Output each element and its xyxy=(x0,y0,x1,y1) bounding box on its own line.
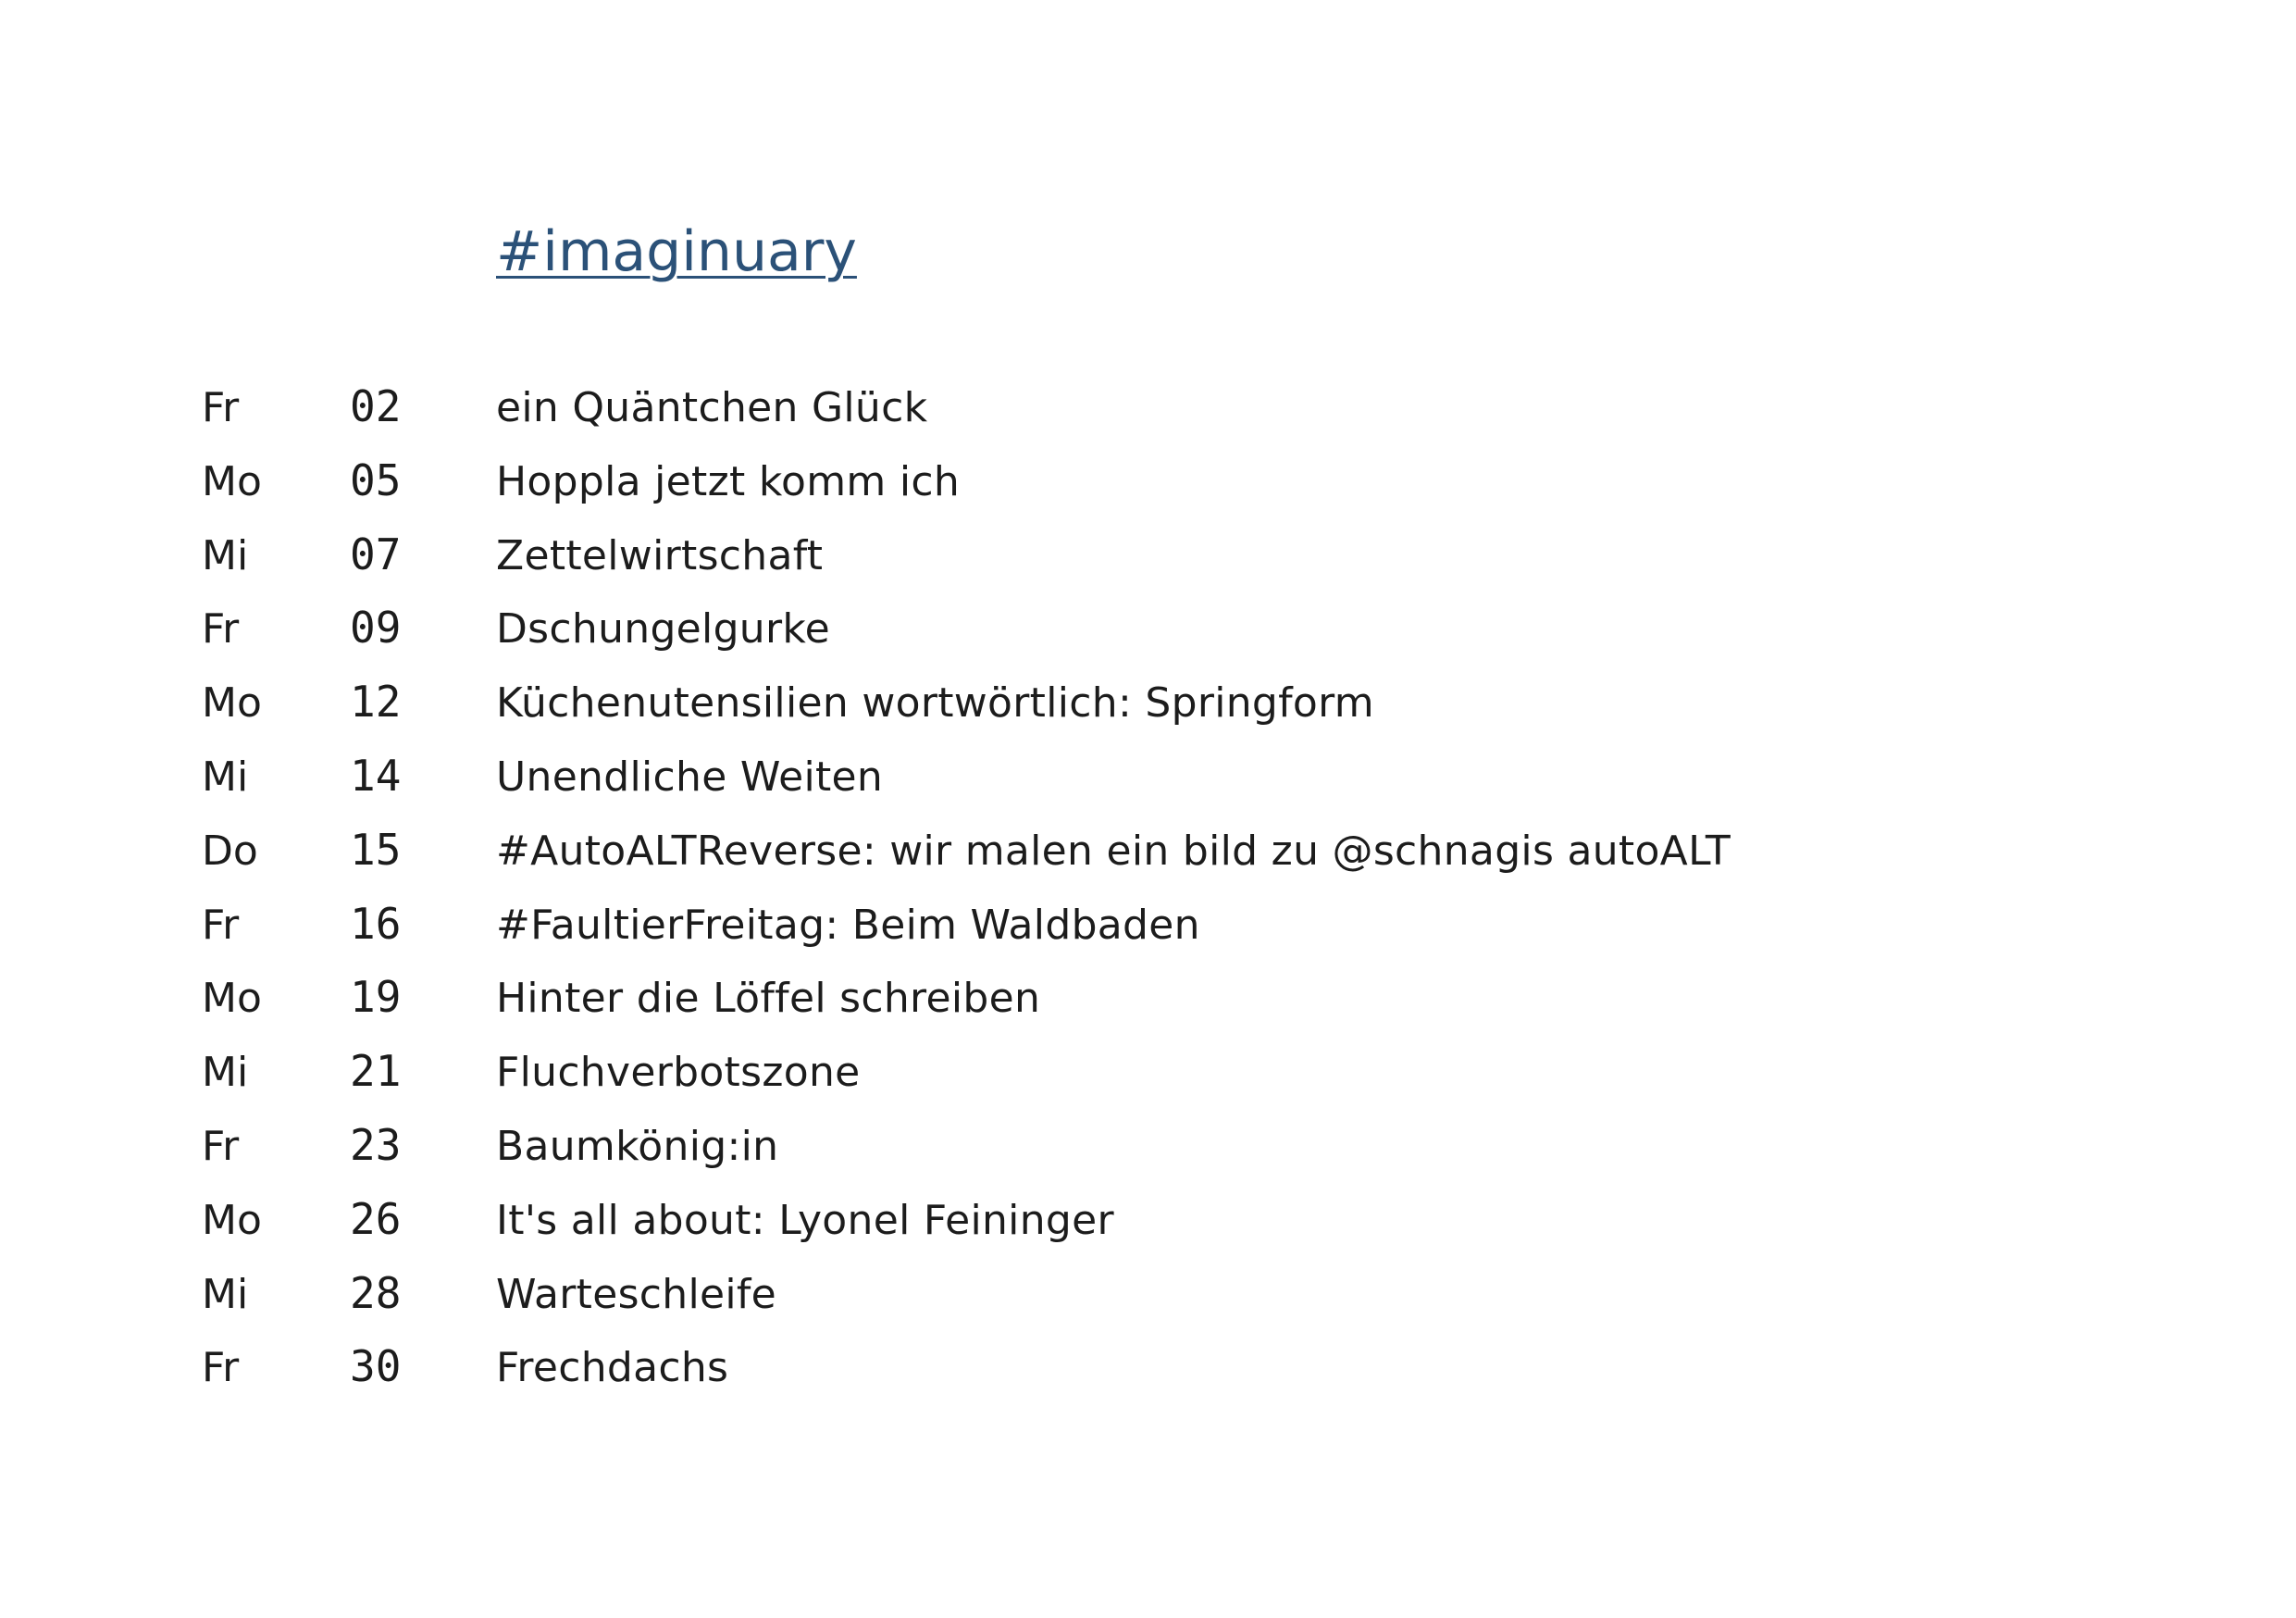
schedule-row xyxy=(202,1183,1731,1257)
topic: #FaultierFreitag: Beim Waldbaden xyxy=(496,901,1200,949)
topic: It's all about: Lyonel Feininger xyxy=(496,1196,1114,1244)
schedule-row xyxy=(202,444,1731,518)
topic: Zettelwirtschaft xyxy=(496,531,824,579)
topic: #AutoALTReverse: wir malen ein bild zu @schnagis autoALT xyxy=(496,827,1731,875)
day-number: 16 xyxy=(350,898,402,949)
schedule-row xyxy=(202,370,1731,444)
weekday: Mi xyxy=(202,753,249,801)
schedule-row xyxy=(202,961,1731,1035)
day-number: 19 xyxy=(350,972,402,1023)
schedule-row xyxy=(202,740,1731,814)
day-number: 12 xyxy=(350,677,402,728)
schedule-row xyxy=(202,518,1731,592)
topic: ein Quäntchen Glück xyxy=(496,384,928,431)
topic: Dschungelgurke xyxy=(496,605,830,653)
topic: Baumkönig:in xyxy=(496,1122,779,1170)
topic: Warteschleife xyxy=(496,1270,777,1318)
day-number: 02 xyxy=(350,381,402,431)
schedule-list xyxy=(202,370,1731,1404)
weekday: Do xyxy=(202,827,258,875)
topic: Hinter die Löffel schreiben xyxy=(496,975,1041,1023)
title-hashtag-link[interactable]: #imaginuary xyxy=(496,219,857,284)
schedule-row xyxy=(202,1109,1731,1183)
weekday: Mi xyxy=(202,1270,249,1318)
schedule-row xyxy=(202,666,1731,740)
weekday: Mo xyxy=(202,457,262,505)
weekday: Mo xyxy=(202,1196,262,1244)
weekday: Fr xyxy=(202,1344,240,1392)
weekday: Mo xyxy=(202,679,262,728)
schedule-row xyxy=(202,1330,1731,1404)
weekday: Fr xyxy=(202,901,240,949)
day-number: 28 xyxy=(350,1267,402,1318)
weekday: Mi xyxy=(202,531,249,579)
day-number: 23 xyxy=(350,1119,402,1170)
weekday: Fr xyxy=(202,384,240,431)
schedule-row xyxy=(202,1257,1731,1331)
topic: Frechdachs xyxy=(496,1344,729,1392)
day-number: 26 xyxy=(350,1193,402,1244)
schedule-row xyxy=(202,814,1731,888)
schedule-row xyxy=(202,888,1731,962)
day-number: 09 xyxy=(350,603,402,653)
topic: Unendliche Weiten xyxy=(496,753,884,801)
weekday: Mi xyxy=(202,1049,249,1097)
weekday: Mo xyxy=(202,975,262,1023)
page-title xyxy=(496,218,857,285)
weekday: Fr xyxy=(202,605,240,653)
day-number: 07 xyxy=(350,529,402,579)
schedule-row xyxy=(202,1035,1731,1109)
day-number: 21 xyxy=(350,1046,402,1097)
day-number: 15 xyxy=(350,824,402,875)
day-number: 14 xyxy=(350,750,402,801)
schedule-row xyxy=(202,591,1731,666)
topic: Fluchverbotszone xyxy=(496,1049,861,1097)
day-number: 30 xyxy=(350,1341,402,1392)
weekday: Fr xyxy=(202,1122,240,1170)
topic: Küchenutensilien wortwörtlich: Springform xyxy=(496,679,1374,728)
topic: Hoppla jetzt komm ich xyxy=(496,457,961,505)
day-number: 05 xyxy=(350,454,402,505)
